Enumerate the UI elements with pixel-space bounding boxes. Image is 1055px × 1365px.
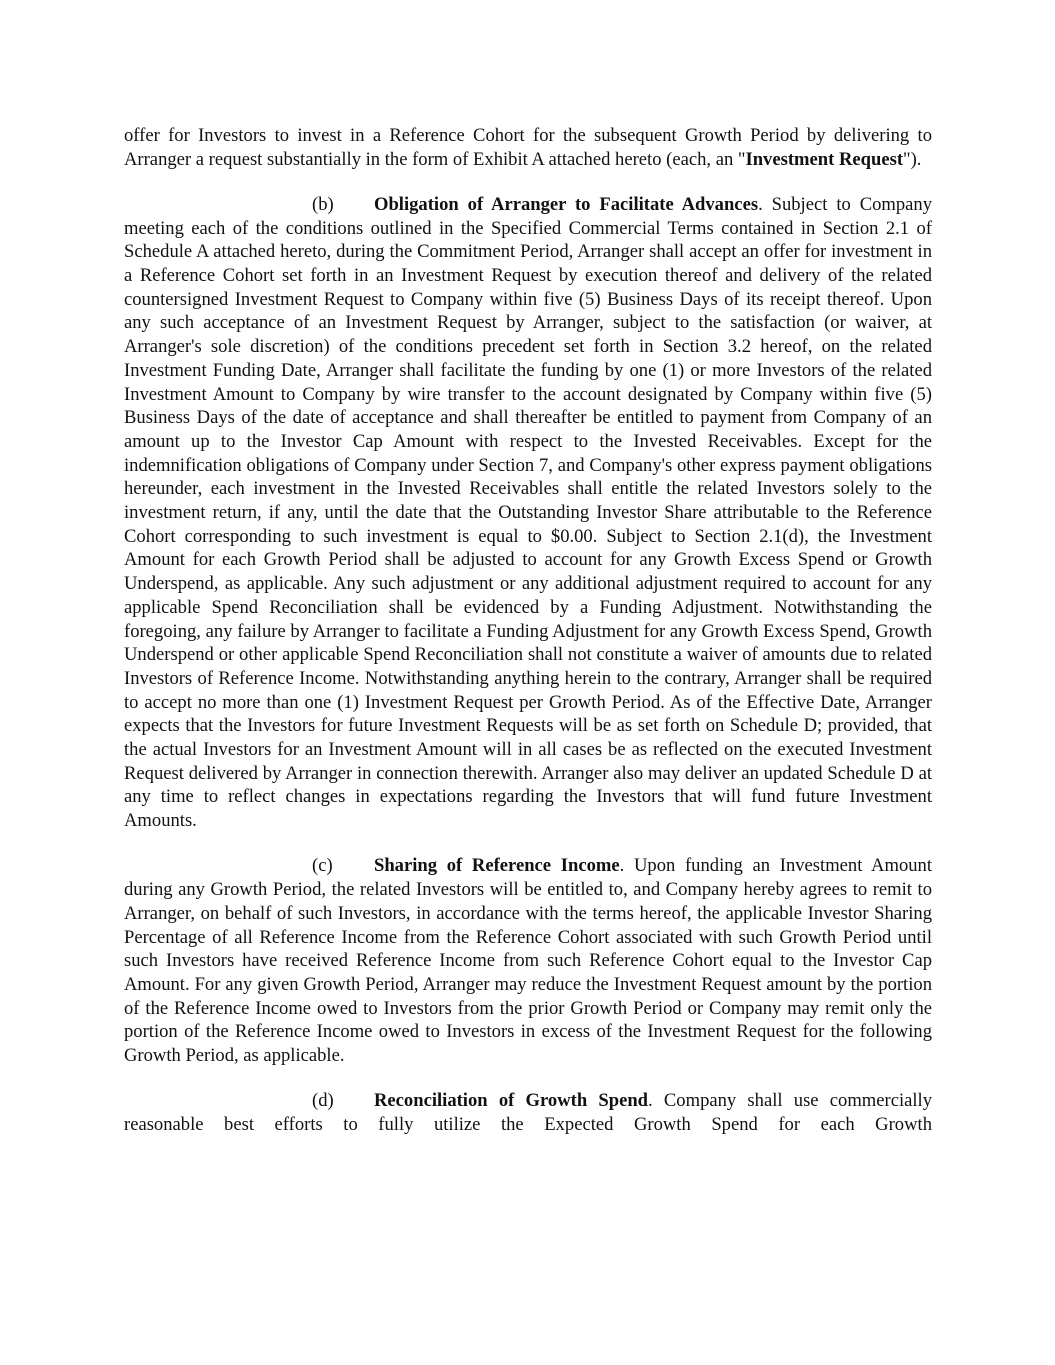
defined-term-investment-request: Investment Request (745, 148, 904, 170)
intro-text-after: "). (903, 148, 922, 170)
intro-text-before: offer for Investors to invest in a Reference Cohort for the subsequent Growth Period by delivering to Arranger a request substantially in the form of Exhibit A attached hereto (each, an " (124, 125, 932, 170)
paragraph-c (124, 854, 932, 1067)
section-number-b: (b) (312, 193, 334, 215)
section-body-c: . Upon funding an Investment Amount during any Growth Period, the related Investors will be entitled to, and Company hereby agrees to remit to Arranger, on behalf of such Investors, in accordance with the terms hereof, the applicable Investor Sharing Percentage of all Reference Income from the Reference Cohort associated with such Growth Period until such Investors have received Reference Income from such Reference Cohort equal to the Investor Cap Amount. For any given Growth Period, Arranger may reduce the Investment Request amount by the portion of the Reference Income owed to Investors from the prior Growth Period or Company may remit only the portion of the Reference Income owed to Investors in excess of the Investment Request for the following Growth Period, as applicable. (124, 855, 932, 1067)
section-heading-c: Sharing of Reference Income (374, 855, 620, 877)
section-body-b: . Subject to Company meeting each of the conditions outlined in the Specified Commercial Terms contained in Section 2.1 of Schedule A attached hereto, during the Commitment Period, Arranger shall accept an offer for investment in a Reference Cohort set forth in an Investment Request by execution thereof and delivery of the related countersigned Investment Request to Company within five (5) Business Days of its receipt thereof. Upon any such acceptance of an Investment Request by Arranger, subject to the satisfaction (or waiver, at Arranger's sole discretion) of the conditions precedent set forth in Section 3.2 hereof, on the related Investment Funding Date, Arranger shall facilitate the funding by one (1) or more Investors of the related Investment Amount to Company by wire transfer to the account designated by Company within five (5) Business Days of the date of acceptance and shall thereafter be entitled to payment from Company of an amount up to the Investor Cap Amount with respect to the Invested Receivables. Except for the indemnification obligations of Company under Section 7, and Company's other express payment obligations hereunder, each investment in the Invested Receivables shall entitle the related Investors solely to the investment return, if any, until the date that the Outstanding Investor Share attributable to the Reference Cohort corresponding to such investment is equal to $0.00. Subject to Section 2.1(d), the Investment Amount for each Growth Period shall be adjusted to account for any Growth Excess Spend or Growth Underspend, as applicable. Any such adjustment or any additional adjustment required to account for any applicable Spend Reconciliation shall be evidenced by a Funding Adjustment. Notwithstanding the foregoing, any failure by Arranger to facilitate a Funding Adjustment for any Growth Excess Spend, Growth Underspend or other applicable Spend Reconciliation shall not constitute a waiver of amounts due to related Investors of Reference Income. Notwithstanding anything herein to the contrary, Arranger shall be required to accept no more than one (1) Investment Request per Growth Period. As of the Effective Date, Arranger expects that the Investors for future Investment Requests will be as set forth on Schedule D; provided, that the actual Investors for an Investment Amount will in all cases be as reflected on the executed Investment Request delivered by Arranger in connection therewith. Arranger also may deliver an updated Schedule D at any time to reflect changes in expectations regarding the Investors that will fund future Investment Amounts. (124, 193, 932, 832)
section-heading-b: Obligation of Arranger to Facilitate Advances (374, 193, 759, 215)
paragraph-intro (124, 124, 932, 171)
paragraph-d (124, 1089, 932, 1136)
section-number-d: (d) (312, 1090, 334, 1112)
section-number-c: (c) (312, 855, 333, 877)
document-page (124, 124, 932, 1137)
section-body-d: . Company shall use commercially reasonable best efforts to fully utilize the Expected Growth Spend for each Growth (124, 1090, 932, 1135)
paragraph-b (124, 193, 932, 833)
section-heading-d: Reconciliation of Growth Spend (374, 1090, 649, 1112)
